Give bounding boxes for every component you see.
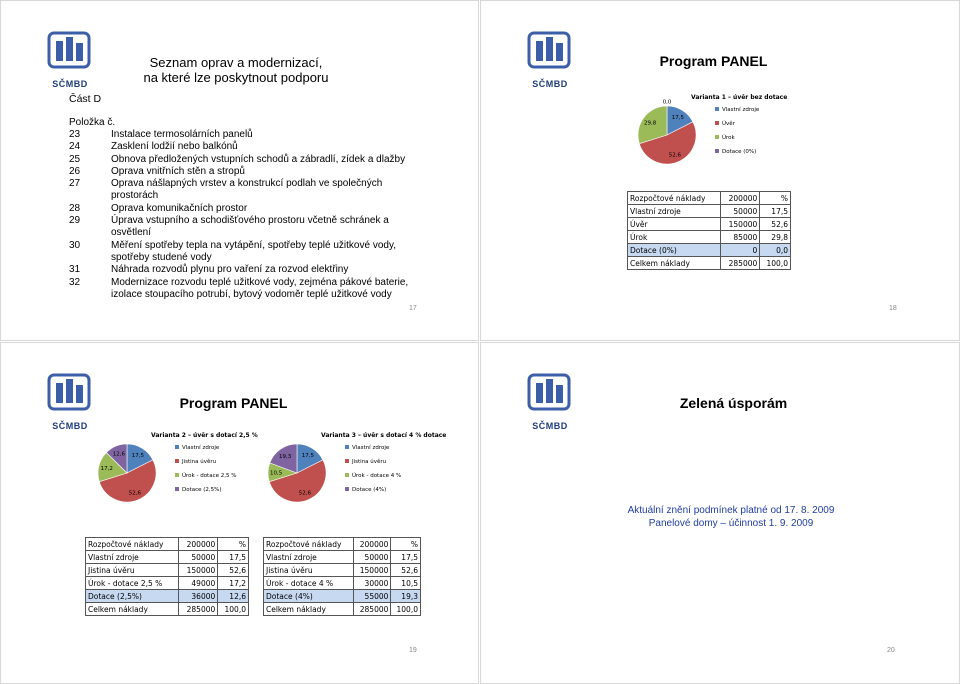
item-number: 24: [69, 141, 81, 153]
table-cell-value: 150000: [353, 564, 391, 577]
legend-swatch: [175, 473, 179, 477]
legend-swatch: [715, 121, 719, 125]
legend-swatch: [345, 487, 349, 491]
logo-text: SČMBD: [532, 421, 568, 431]
table-row: [86, 551, 249, 564]
scmbd-logo: [47, 29, 93, 89]
page-number: 17: [409, 305, 417, 312]
item-text: [111, 215, 429, 240]
table-cell-value: 150000: [179, 564, 218, 577]
slide-20: [480, 342, 960, 684]
pie-data-label: 52,6: [298, 490, 312, 497]
legend-label: Úrok: [722, 135, 735, 141]
item-text: [111, 203, 429, 215]
table-cell-value: 0: [721, 244, 760, 257]
pie-chart-3: [261, 427, 447, 509]
legend-label: Úrok - dotace 4 %: [352, 473, 402, 479]
item-number: 32: [69, 276, 81, 288]
table-row: [264, 564, 421, 577]
legend-label: Vlastní zdroje: [352, 445, 390, 451]
table-cell-value: 200000: [721, 192, 760, 205]
table-cell-label: Rozpočtové náklady: [264, 538, 354, 551]
legend-label: Dotace (0%): [722, 149, 757, 155]
pie-data-label: 17,5: [301, 453, 315, 460]
legend-swatch: [345, 445, 349, 449]
scmbd-logo: [527, 371, 573, 431]
table-cell-value: 200000: [179, 538, 218, 551]
pie-data-label: 17,5: [671, 115, 685, 122]
item-text-line: Modernizace rozvodu teplé užitkové vody, zejména pákové baterie,: [111, 276, 409, 288]
table-row: [86, 590, 249, 603]
table-cell-value: 285000: [179, 603, 218, 616]
logo-mark-icon: [527, 371, 573, 411]
title-line-2: na které lze poskytnout podporu: [143, 70, 329, 85]
data-table-2: [263, 537, 421, 616]
table-row: [264, 551, 421, 564]
table-cell-percent: 52,6: [218, 564, 249, 577]
table-row: [628, 257, 791, 270]
table-cell-label: Úvěr: [628, 218, 721, 231]
table-row: [264, 603, 421, 616]
pie-data-label: 12,6: [112, 451, 126, 458]
item-header: Položka č.: [69, 117, 116, 128]
slide-title: [131, 55, 341, 85]
logo-mark-icon: [47, 371, 93, 411]
item-number: 28: [69, 202, 81, 214]
table-cell-label: Dotace (0%): [628, 244, 721, 257]
pie-chart-2-svg: [91, 427, 258, 509]
item-number: 27: [69, 178, 81, 190]
table-cell-value: 50000: [721, 205, 760, 218]
pie-data-label: 19,3: [278, 453, 292, 460]
table-cell-value: 85000: [721, 231, 760, 244]
pie-data-label: 17,5: [131, 453, 145, 460]
item-text: [111, 277, 429, 302]
pie-chart-1: [631, 89, 791, 171]
slide-title: Zelená úsporám: [679, 395, 788, 411]
table-cell-label: Úrok - dotace 2,5 %: [86, 577, 179, 590]
item-text-line: Oprava nášlapných vrstev a konstrukcí podlah ve společných: [111, 178, 383, 190]
table-cell-value: 50000: [353, 551, 391, 564]
table-cell-value: 49000: [179, 577, 218, 590]
list-item: [69, 154, 429, 166]
pie-chart-1-svg: [631, 89, 791, 171]
logo-mark-icon: [47, 29, 93, 69]
table-cell-value: 50000: [179, 551, 218, 564]
table-cell-percent: %: [391, 538, 421, 551]
pie-data-label: 52,6: [128, 490, 142, 497]
table-cell-label: Celkem náklady: [628, 257, 721, 270]
table-cell-percent: 17,5: [760, 205, 791, 218]
table-cell-label: Dotace (2,5%): [86, 590, 179, 603]
conditions-line-2: Panelové domy – účinnost 1. 9. 2009: [648, 518, 814, 529]
table-cell-percent: 12,6: [218, 590, 249, 603]
table-cell-percent: %: [760, 192, 791, 205]
item-text: [111, 141, 429, 153]
table-row: [628, 205, 791, 218]
item-text: [111, 264, 429, 276]
list-item: [69, 178, 429, 203]
logo-text: SČMBD: [52, 421, 88, 431]
item-text-line: Oprava komunikačních prostor: [111, 202, 248, 214]
legend-label: Jistina úvěru: [182, 459, 217, 465]
item-number: 25: [69, 153, 81, 165]
slide-19: [0, 342, 479, 684]
table-cell-label: Vlastní zdroje: [264, 551, 354, 564]
item-text-line: Zasklení lodžií nebo balkónů: [111, 141, 238, 153]
table-cell-percent: 0,0: [760, 244, 791, 257]
item-text: [111, 129, 429, 141]
table-row: [86, 538, 249, 551]
table-cell-percent: 100,0: [391, 603, 421, 616]
item-text: [111, 178, 429, 203]
table-cell-label: Vlastní zdroje: [628, 205, 721, 218]
table-row: [628, 218, 791, 231]
item-text-line: prostorách: [111, 190, 159, 202]
table-row: [264, 577, 421, 590]
pie-data-label: 17,2: [100, 466, 113, 473]
conditions-line-1: Aktuální znění podmínek platné od 17. 8. 2009: [627, 505, 835, 516]
table-row: [86, 603, 249, 616]
data-table: [627, 191, 791, 270]
table-cell-percent: 10,5: [391, 577, 421, 590]
legend-swatch: [175, 459, 179, 463]
list-item: [69, 203, 429, 215]
legend-swatch: [175, 445, 179, 449]
list-item: [69, 277, 429, 302]
part-label: Část D: [69, 93, 102, 105]
table-cell-percent: 17,5: [391, 551, 421, 564]
item-text-line: Měření spotřeby tepla na vytápění, spotřeby teplé užitkové vody,: [111, 239, 396, 251]
item-text-line: Náhrada rozvodů plynu pro vaření za rozvod elektřiny: [111, 264, 349, 276]
page-number: 20: [887, 647, 895, 654]
item-text: [111, 154, 429, 166]
page-number: 19: [409, 647, 417, 654]
scmbd-logo: [47, 371, 93, 431]
legend-swatch: [345, 459, 349, 463]
pie-data-label: 10,5: [270, 470, 283, 477]
legend-label: Úrok - dotace 2,5 %: [182, 473, 237, 479]
slide-18: [480, 0, 960, 341]
item-number: 29: [69, 215, 81, 227]
item-text: [111, 240, 429, 265]
pie-data-label: 0,0: [662, 99, 672, 106]
table-cell-percent: 100,0: [218, 603, 249, 616]
slide-title: Program PANEL: [179, 395, 288, 411]
table-cell-percent: 17,2: [218, 577, 249, 590]
item-number: 26: [69, 165, 81, 177]
table-row: [628, 231, 791, 244]
legend-swatch: [715, 107, 719, 111]
pie-title: Varianta 1 – úvěr bez dotace: [691, 94, 788, 101]
table-cell-label: Vlastní zdroje: [86, 551, 179, 564]
table-cell-percent: 17,5: [218, 551, 249, 564]
table-cell-value: 55000: [353, 590, 391, 603]
scmbd-logo: [527, 29, 573, 89]
legend-swatch: [175, 487, 179, 491]
page-number: 18: [889, 305, 897, 312]
slide-17: [0, 0, 479, 341]
table-cell-percent: %: [218, 538, 249, 551]
table-cell-label: Rozpočtové náklady: [628, 192, 721, 205]
table-row: [86, 577, 249, 590]
pie-chart-2: [91, 427, 258, 509]
table-row: [628, 192, 791, 205]
table-cell-percent: 52,6: [391, 564, 421, 577]
table-row: [264, 538, 421, 551]
item-text-line: Oprava vnitřních stěn a stropů: [111, 165, 245, 177]
list-item: [69, 215, 429, 240]
title-line-1: Seznam oprav a modernizací,: [149, 55, 323, 70]
legend-label: Vlastní zdroje: [182, 445, 220, 451]
logo-text: SČMBD: [532, 79, 568, 89]
items-list: [69, 129, 429, 301]
table-cell-label: Jistina úvěru: [86, 564, 179, 577]
legend-swatch: [715, 149, 719, 153]
pie-chart-3-svg: [261, 427, 447, 509]
table-cell-value: 150000: [721, 218, 760, 231]
item-number: 31: [69, 264, 81, 276]
item-number: 23: [69, 129, 81, 140]
table-cell-label: Celkem náklady: [86, 603, 179, 616]
item-text-line: osvětlení: [111, 227, 152, 239]
pie-title: Varianta 2 – úvěr s dotací 2,5 %: [151, 432, 258, 439]
table-row: [628, 244, 791, 257]
table-cell-percent: 52,6: [760, 218, 791, 231]
item-text: [111, 166, 429, 178]
item-text-line: Obnova předložených vstupních schodů a zábradlí, zídek a dlažby: [111, 153, 406, 165]
table-cell-percent: 100,0: [760, 257, 791, 270]
list-item: [69, 166, 429, 178]
table-cell-label: Úrok - dotace 4 %: [264, 577, 354, 590]
table-cell-value: 285000: [721, 257, 760, 270]
list-item: [69, 240, 429, 265]
table-cell-label: Rozpočtové náklady: [86, 538, 179, 551]
table-cell-value: 36000: [179, 590, 218, 603]
table-cell-percent: 29,8: [760, 231, 791, 244]
table-cell-label: Dotace (4%): [264, 590, 354, 603]
pie-title: Varianta 3 – úvěr s dotací 4 % dotace: [321, 432, 447, 439]
pie-data-label: 52,6: [668, 152, 682, 159]
table-cell-value: 200000: [353, 538, 391, 551]
legend-swatch: [715, 135, 719, 139]
item-number: 30: [69, 239, 81, 251]
item-text-line: Úprava vstupního a schodišťového prostoru včetně schránek a: [111, 215, 389, 227]
legend-label: Vlastní zdroje: [722, 107, 760, 113]
item-text-line: Instalace termosolárních panelů: [111, 129, 253, 140]
legend-swatch: [345, 473, 349, 477]
legend-label: Dotace (4%): [352, 487, 387, 493]
list-item: [69, 264, 429, 276]
table-cell-percent: 19,3: [391, 590, 421, 603]
logo-mark-icon: [527, 29, 573, 69]
list-item: [69, 129, 429, 141]
data-table-1: [85, 537, 249, 616]
legend-label: Dotace (2,5%): [182, 487, 222, 493]
table-cell-value: 30000: [353, 577, 391, 590]
item-text-line: spotřeby studené vody: [111, 251, 212, 263]
conditions-text: [601, 504, 861, 530]
table-row: [264, 590, 421, 603]
legend-label: Jistina úvěru: [352, 459, 387, 465]
table-cell-value: 285000: [353, 603, 391, 616]
legend-label: Úvěr: [722, 121, 735, 127]
table-cell-label: Úrok: [628, 231, 721, 244]
pie-data-label: 29,8: [644, 120, 657, 127]
slide-title: Program PANEL: [659, 53, 768, 69]
item-text-line: izolace stoupacího potrubí, bytový vodoměr teplé užitkové vody: [111, 288, 392, 300]
logo-text: SČMBD: [52, 79, 88, 89]
table-cell-label: Celkem náklady: [264, 603, 354, 616]
table-cell-label: Jistina úvěru: [264, 564, 354, 577]
list-item: [69, 141, 429, 153]
table-row: [86, 564, 249, 577]
